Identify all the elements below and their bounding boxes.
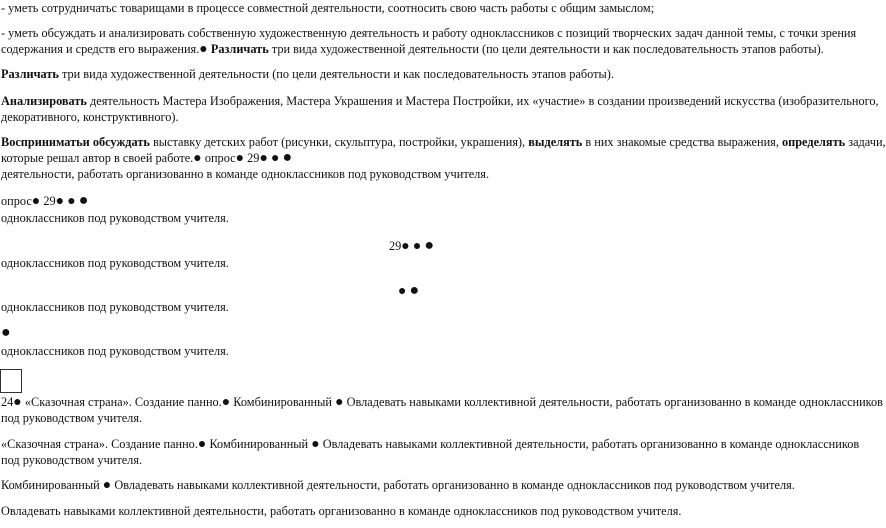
paragraph-perceive-line-2: которые решал автор в своей работе.● опрос● 29● ● ●: [1, 149, 293, 166]
keyword-razlichat: Различать: [210, 42, 269, 56]
fragment-classmates: одноклассников под руководством учителя.: [1, 300, 229, 314]
hours-value: 29: [389, 239, 402, 253]
fragment-dots-centered: [398, 283, 419, 300]
paragraph-distinguish: Различать три вида художественной деятельности (по цели деятельности и как последовательность этапов работы).: [1, 67, 614, 81]
keyword-razlichat: Различать: [1, 67, 59, 81]
keyword-vydelyat: выделять: [528, 135, 583, 149]
lesson-number: 24: [1, 395, 14, 409]
lesson-type-line: Комбинированный ● Овладевать навыками коллективной деятельности, работать организованно в команде одноклассников под руководством учителя.: [1, 478, 795, 493]
bullet-icon: ●: [1, 324, 11, 341]
fragment-classmates: одноклассников под руководством учителя.: [1, 344, 229, 358]
lesson-type: Комбинированный: [233, 395, 332, 409]
bullet-icon: ●: [409, 282, 420, 299]
bullet-icon: ●: [398, 284, 407, 299]
paragraph-perceive-line-1: Восприниматьи обсуждать выставку детских работ (рисунки, скульптура, постройки, украшения), выделять в них знакомые средства выражения, определять задачи,: [1, 135, 886, 149]
bullet-icon: ●: [78, 192, 89, 209]
paragraph-cooperate: - уметь сотрудничатьс товарищами в процессе совместной деятельности, соотносить свою часть работы с общим замыслом;: [1, 1, 655, 15]
paragraph-analyze-line-1: Анализировать деятельность Мастера Изображения, Мастера Украшения и Мастера Постройки, их «участие» в создании произведений искусства (изобразительного,: [1, 94, 879, 108]
bullet-icon: ●: [282, 149, 293, 166]
bullet-icon: ●: [401, 239, 410, 254]
bullet-icon: ●: [31, 194, 41, 209]
bullet-icon: ●: [235, 151, 245, 166]
fragment-classmates: одноклассников под руководством учителя.: [1, 211, 229, 225]
assessment-label: опрос: [204, 151, 236, 165]
empty-table-cell: [0, 369, 22, 393]
fragment-single-dot: [1, 325, 11, 341]
lesson-type: Комбинированный: [1, 478, 100, 492]
hours-value: 29: [43, 194, 56, 208]
fragment-opros: [1, 193, 88, 210]
bullet-icon: ●: [102, 478, 112, 493]
keyword-vosprinimat: Воспринимать: [1, 135, 83, 149]
lesson-type: Комбинированный: [209, 437, 309, 451]
lesson-title: «Сказочная страна». Создание панно.: [24, 395, 222, 409]
fragment-29-centered: [389, 238, 434, 255]
paragraph-teamwork: деятельности, работать организованно в команде одноклассников под руководством учителя.: [1, 167, 490, 181]
lesson-24-line-2: под руководством учителя.: [1, 411, 143, 425]
keyword-analizirovat: Анализировать: [1, 94, 87, 108]
bullet-icon: ●: [199, 42, 208, 57]
bullet-icon: ●: [67, 194, 76, 209]
assessment-label: опрос: [1, 194, 32, 208]
bullet-icon: ●: [424, 237, 435, 254]
bullet-icon: ●: [221, 395, 231, 410]
keyword-opredelyat: определять: [781, 135, 846, 149]
bullet-icon: ●: [259, 151, 268, 166]
lesson-title-line-2: под руководством учителя.: [1, 453, 143, 467]
paragraph-discuss-line-2: содержания и средств его выражения.● Различать три вида художественной деятельности (по цели деятельности и как последовательность этапов работы).: [1, 42, 824, 57]
lesson-title: «Сказочная страна». Создание панно.: [1, 437, 198, 451]
bullet-icon: ●: [55, 194, 65, 209]
bullet-icon: ●: [311, 437, 320, 452]
bullet-icon: ●: [13, 395, 22, 410]
hours-value: 29: [247, 151, 260, 165]
paragraph-discuss-line-1: - уметь обсуждать и анализировать собственную художественную деятельность и работу одноклассников с позиций творческих задач данной темы, с точки зрения: [1, 26, 857, 40]
lesson-title-line-1: «Сказочная страна». Создание панно.● Комбинированный ● Овладевать навыками коллективной деятельности, работать организованно в команде одноклассников: [1, 437, 860, 452]
skill-line: Овладевать навыками коллективной деятельности, работать организованно в команде одноклассников под руководством учителя.: [1, 504, 682, 518]
keyword-obsuzhdat: и обсуждать: [82, 135, 150, 149]
bullet-icon: ●: [271, 151, 280, 166]
bullet-icon: ●: [197, 437, 207, 452]
bullet-icon: ●: [193, 151, 202, 166]
lesson-24-line-1: 24● «Сказочная страна». Создание панно.● Комбинированный ● Овладевать навыками коллективной деятельности, работать организованно в команде одноклассников: [1, 395, 883, 410]
bullet-icon: ●: [412, 239, 422, 254]
bullet-icon: ●: [335, 395, 344, 410]
paragraph-analyze-line-2: декоративного, конструктивного).: [1, 110, 179, 124]
fragment-classmates: одноклассников под руководством учителя.: [1, 256, 229, 270]
